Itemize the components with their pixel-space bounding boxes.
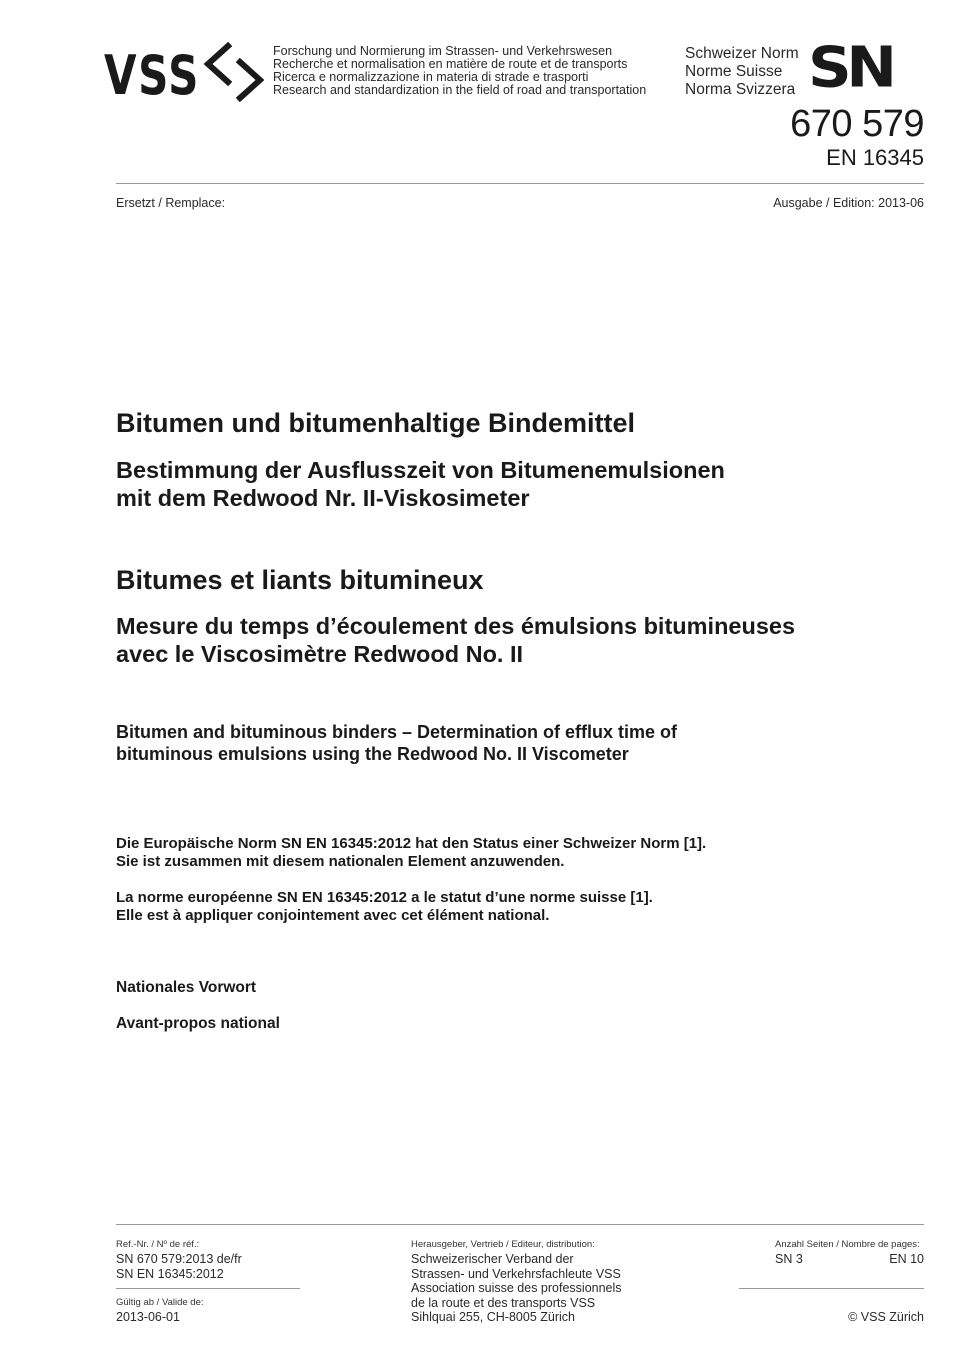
valid-label: Gültig ab / Valide de:: [116, 1297, 204, 1308]
en-number: EN 16345: [826, 145, 924, 170]
norm-number: 670 579: [790, 103, 924, 145]
org-line-de: Forschung und Normierung im Strassen- und Verkehrswesen: [273, 44, 613, 58]
publisher-line-2: Strassen- und Verkehrsfachleute VSS: [411, 1266, 621, 1281]
ref-label: Ref.-Nr. / Nº de réf.:: [116, 1239, 200, 1250]
title-en-line-2: bituminous emulsions using the Redwood No. II Viscometer: [116, 744, 629, 764]
org-line-it: Ricerca e normalizzazione in materia di strade e trasporti: [273, 70, 589, 84]
publisher-label: Herausgeber, Vertrieb / Editeur, distribution:: [411, 1239, 595, 1250]
edition-label: Ausgabe / Edition: 2013-06: [773, 196, 924, 210]
footer-left-divider: [116, 1288, 300, 1289]
publisher-line-4: de la route et des transports VSS: [411, 1295, 596, 1310]
status-fr-line-2: Elle est à appliquer conjointement avec cet élément national.: [116, 907, 550, 924]
publisher-address: [411, 1252, 622, 1325]
status-fr: [116, 889, 653, 925]
status-de-line-1: Die Europäische Norm SN EN 16345:2012 hat den Status einer Schweizer Norm [1].: [116, 835, 707, 852]
subtitle-fr-line-2: avec le Viscosimètre Redwood No. II: [116, 641, 524, 667]
subtitle-fr-line-1: Mesure du temps d’écoulement des émulsions bitumineuses: [116, 613, 796, 639]
status-de: [116, 835, 706, 871]
norm-label-de: Schweizer Norm: [685, 45, 799, 62]
ref-value-sn: SN 670 579:2013 de/fr: [116, 1252, 242, 1266]
foreword-heading-de: Nationales Vorwort: [116, 979, 257, 996]
ref-value-en: SN EN 16345:2012: [116, 1266, 224, 1281]
title-de: Bitumen und bitumenhaltige Bindemittel: [116, 408, 635, 438]
vss-chevron-icon: [208, 46, 260, 98]
org-line-fr: Recherche et normalisation en matière de route et de transports: [273, 57, 628, 71]
sn-logo-text: SN: [808, 44, 892, 96]
title-en-line-1: Bitumen and bituminous binders – Determination of efflux time of: [116, 722, 678, 742]
subtitle-fr: [116, 612, 795, 668]
footer-right-divider: [739, 1288, 924, 1289]
org-line-en: Research and standardization in the field of road and transportation: [273, 83, 647, 97]
title-fr: Bitumes et liants bitumineux: [116, 565, 484, 595]
subtitle-de-line-1: Bestimmung der Ausflusszeit von Bitumenemulsionen: [116, 457, 725, 483]
publisher-line-3: Association suisse des professionnels: [411, 1281, 622, 1295]
foreword-heading-fr: Avant-propos national: [116, 1015, 280, 1032]
footer-divider: [116, 1224, 924, 1225]
vss-logo: [104, 42, 264, 102]
sn-logo: [808, 44, 925, 96]
copyright: © VSS Zürich: [848, 1310, 924, 1324]
subtitle-de: [116, 456, 725, 512]
norm-label-fr: Norme Suisse: [685, 63, 783, 80]
title-en: [116, 721, 677, 765]
subtitle-de-line-2: mit dem Redwood Nr. II-Viskosimeter: [116, 485, 530, 511]
vss-logo-text: VSS: [104, 44, 201, 102]
norm-label-it: Norma Svizzera: [685, 81, 796, 98]
status-fr-line-1: La norme européenne SN EN 16345:2012 a le statut d’une norme suisse [1].: [116, 889, 653, 906]
publisher-line-1: Schweizerischer Verband der: [411, 1252, 574, 1266]
valid-date: 2013-06-01: [116, 1310, 180, 1324]
pages-label: Anzahl Seiten / Nombre de pages:: [775, 1239, 920, 1250]
replaces-label: Ersetzt / Remplace:: [116, 196, 226, 210]
pages-sn: SN 3: [775, 1252, 803, 1266]
organisation-description: [273, 45, 646, 97]
publisher-line-5: Sihlquai 255, CH-8005 Zürich: [411, 1310, 575, 1324]
pages-en: EN 10: [889, 1252, 924, 1266]
status-de-line-2: Sie ist zusammen mit diesem nationalen Element anzuwenden.: [116, 853, 565, 870]
swiss-norm-label: [685, 45, 799, 99]
header-divider: [116, 183, 924, 184]
ref-values: [116, 1252, 242, 1281]
